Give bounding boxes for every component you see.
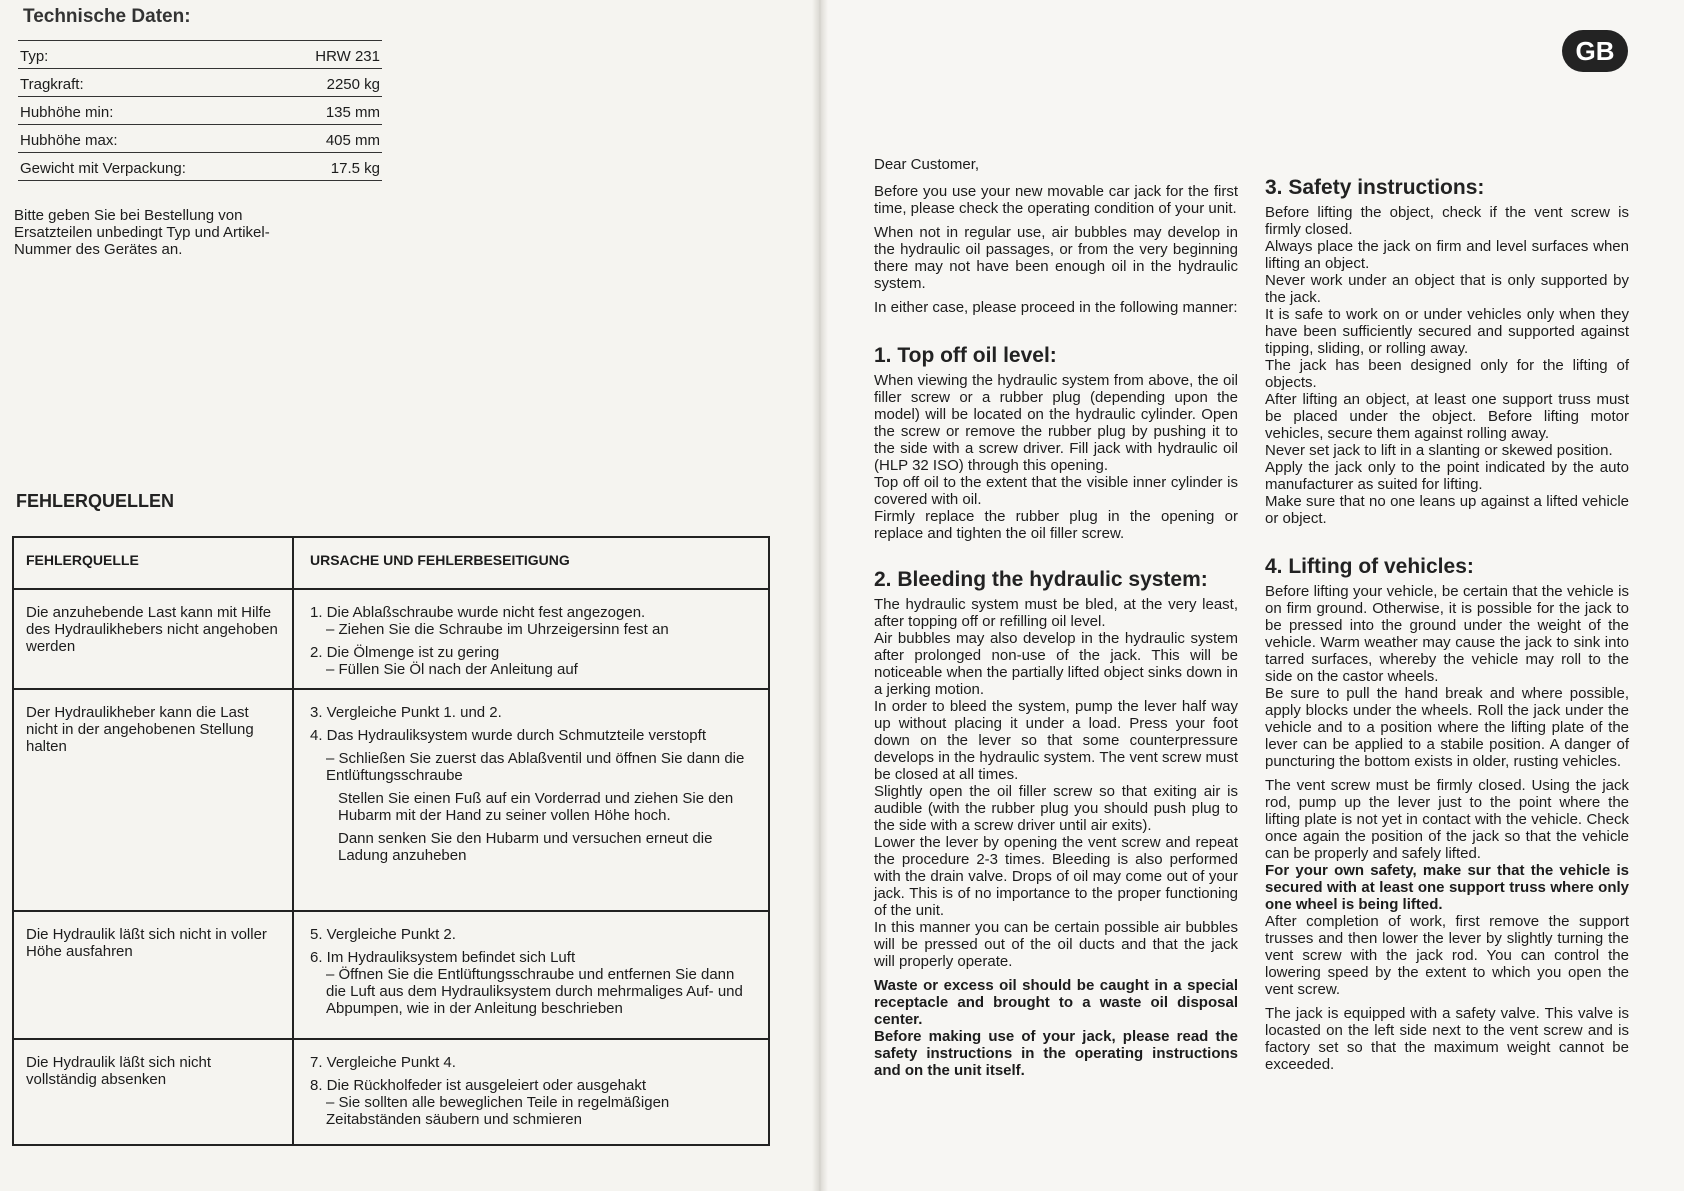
spec-value: 405 mm bbox=[325, 132, 380, 149]
spec-row bbox=[18, 69, 382, 97]
remedy-step: 5. Vergleiche Punkt 2. bbox=[310, 926, 456, 943]
table-row bbox=[14, 690, 768, 912]
spec-label: Tragkraft: bbox=[20, 76, 84, 93]
spec-value: 135 mm bbox=[325, 104, 380, 121]
section-title: 1. Top off oil level: bbox=[874, 344, 1057, 367]
paragraph: The jack is equipped with a safety valve. This valve is locasted on the left side next to the vent screw and is factory set so that the maximum weight cannot be exceeded. bbox=[1265, 1005, 1629, 1073]
spec-value: 2250 kg bbox=[326, 76, 380, 93]
spec-label: Typ: bbox=[20, 48, 49, 65]
paragraph: Top off oil to the extent that the visible inner cylinder is covered with oil. bbox=[874, 474, 1238, 508]
remedy-substep: Stellen Sie einen Fuß auf ein Vorderrad und ziehen Sie den Hubarm mit der Hand zu seiner vollen Höhe hoch. bbox=[338, 790, 734, 824]
paragraph: After lifting an object, at least one support truss must be placed under the object. Before lifting motor vehicles, secure them against rolling away. bbox=[1265, 391, 1629, 442]
paragraph: The vent screw must be firmly closed. Using the jack rod, pump up the lever just to the point where the lifting plate is not yet in contact with the vehicle. Check once again the position of the jack so that the vehicle can be properly and safely lifted. bbox=[1265, 777, 1629, 862]
paragraph: Never work under an object that is only supported by the jack. bbox=[1265, 272, 1629, 306]
paragraph: In either case, please proceed in the following manner: bbox=[874, 299, 1238, 316]
paragraph: In this manner you can be certain possible air bubbles will be pressed out of the oil ducts and that the jack will properly operate. bbox=[874, 919, 1238, 970]
greeting: Dear Customer, bbox=[874, 156, 980, 173]
remedy-substep: – Ziehen Sie die Schraube im Uhrzeigersinn fest an bbox=[326, 621, 669, 638]
paragraph: It is safe to work on or under vehicles only when they have been sufficiently secured and supported against tipping, sliding, or rolling away. bbox=[1265, 306, 1629, 357]
section-title: 3. Safety instructions: bbox=[1265, 176, 1485, 199]
error-source: Der Hydraulikheber kann die Last nicht in der angehobenen Stellung halten bbox=[14, 690, 294, 910]
error-source: Die Hydraulik läßt sich nicht vollständig absenken bbox=[14, 1040, 294, 1144]
bold-notice: Waste or excess oil should be caught in a special receptacle and brought to a waste oil disposal center. bbox=[874, 977, 1238, 1028]
error-remedy bbox=[294, 590, 768, 688]
paragraph: When not in regular use, air bubbles may develop in the hydraulic oil passages, or from the very beginning there may not have been enough oil in the hydraulic system. bbox=[874, 224, 1238, 292]
remedy-substep: – Füllen Sie Öl nach der Anleitung auf bbox=[326, 661, 578, 678]
paragraph: Before lifting the object, check if the vent screw is firmly closed. bbox=[1265, 204, 1629, 238]
spec-row bbox=[18, 97, 382, 125]
paragraph: Make sure that no one leans up against a lifted vehicle or object. bbox=[1265, 493, 1629, 527]
spec-value: 17.5 kg bbox=[330, 160, 380, 177]
remedy-step: 7. Vergleiche Punkt 4. bbox=[310, 1054, 456, 1071]
section-title: 4. Lifting of vehicles: bbox=[1265, 555, 1474, 578]
paragraph: Apply the jack only to the point indicated by the auto manufacturer as suited for lifting. bbox=[1265, 459, 1629, 493]
spec-row bbox=[18, 153, 382, 181]
paragraph: Always place the jack on firm and level surfaces when lifting an object. bbox=[1265, 238, 1629, 272]
header-source: FEHLERQUELLE bbox=[14, 538, 294, 588]
error-remedy bbox=[294, 1040, 768, 1144]
table-row bbox=[14, 912, 768, 1040]
language-badge: GB bbox=[1562, 30, 1628, 72]
remedy-substep: – Öffnen Sie die Entlüftungsschraube und entfernen Sie dann die Luft aus dem Hydrauliksystem durch mehrmaliges Auf- und Abpumpen, wie in der Anleitung beschrieben bbox=[326, 966, 743, 1017]
tech-data-title: Technische Daten: bbox=[23, 6, 191, 27]
page-fold bbox=[812, 0, 828, 1191]
table-row bbox=[14, 590, 768, 690]
spec-row bbox=[18, 125, 382, 153]
paragraph: Before you use your new movable car jack for the first time, please check the operating condition of your unit. bbox=[874, 183, 1238, 217]
paragraph: The hydraulic system must be bled, at the very least, after topping off or refilling oil level. bbox=[874, 596, 1238, 630]
paragraph: Be sure to pull the hand break and where possible, apply blocks under the wheels. Roll the jack under the vehicle and to a position where the lifting plate of the lever can be applied to a stabile position. A danger of puncturing the bottom exists in older, rusting vehicles. bbox=[1265, 685, 1629, 770]
remedy-substep: – Sie sollten alle beweglichen Teile in regelmäßigen Zeitabständen säubern und schmieren bbox=[326, 1094, 670, 1128]
section-title: 2. Bleeding the hydraulic system: bbox=[874, 568, 1208, 591]
bold-notice: Before making use of your jack, please read the safety instructions in the operating instructions and on the unit itself. bbox=[874, 1028, 1238, 1079]
paragraph: Before lifting your vehicle, be certain that the vehicle is on firm ground. Otherwise, it is possible for the jack to be pressed into the ground under the weight of the vehicle. Warm weather may cause the jack to sink into tarred surfaces, whereby the vehicle may roll to the side on the castor wheels. bbox=[1265, 583, 1629, 685]
error-table bbox=[12, 536, 770, 1146]
error-source: Die Hydraulik läßt sich nicht in voller Höhe ausfahren bbox=[14, 912, 294, 1038]
spec-row bbox=[18, 41, 382, 69]
bold-notice: For your own safety, make sur that the vehicle is secured with at least one support truss where only one wheel is being lifted. bbox=[1265, 862, 1629, 913]
spec-label: Gewicht mit Verpackung: bbox=[20, 160, 186, 177]
remedy-step: 3. Vergleiche Punkt 1. und 2. bbox=[310, 704, 502, 721]
error-remedy bbox=[294, 912, 768, 1038]
remedy-step: 2. Die Ölmenge ist zu gering bbox=[310, 644, 500, 661]
table-row bbox=[14, 1040, 768, 1144]
spec-table bbox=[18, 40, 382, 181]
paragraph: Firmly replace the rubber plug in the opening or replace and tighten the oil filler screw. bbox=[874, 508, 1238, 542]
paragraph: Slightly open the oil filler screw so that exiting air is audible (with the rubber plug you should push plug to the side with a screw driver until air exits). bbox=[874, 783, 1238, 834]
column-left bbox=[874, 156, 1238, 1079]
remedy-step: 4. Das Hydrauliksystem wurde durch Schmutzteile verstopft bbox=[310, 727, 706, 744]
remedy-step: 1. Die Ablaßschraube wurde nicht fest angezogen. bbox=[310, 604, 646, 621]
paragraph: Lower the lever by opening the vent screw and repeat the procedure 2-3 times. Bleeding is also performed with the drain valve. Drops of oil may come out of your jack. This is of no importance to the proper functioning of the unit. bbox=[874, 834, 1238, 919]
spec-label: Hubhöhe min: bbox=[20, 104, 114, 121]
spec-label: Hubhöhe max: bbox=[20, 132, 118, 149]
paragraph: The jack has been designed only for the lifting of objects. bbox=[1265, 357, 1629, 391]
error-remedy bbox=[294, 690, 768, 910]
paragraph: After completion of work, first remove the support trusses and then lower the lever by slightly turning the vent screw with the jack rod. You can control the lowering speed by the extent to which you open the vent screw. bbox=[1265, 913, 1629, 998]
paragraph: In order to bleed the system, pump the lever half way up without placing it under a load. Press your foot down on the lever so that some counterpressure develops in the hydraulic system. The vent screw must be closed at all times. bbox=[874, 698, 1238, 783]
remedy-step: 8. Die Rückholfeder ist ausgeleiert oder ausgehakt bbox=[310, 1077, 647, 1094]
paragraph: Never set jack to lift in a slanting or skewed position. bbox=[1265, 442, 1613, 459]
column-right bbox=[1265, 176, 1629, 1073]
header-cause: URSACHE UND FEHLERBESEITIGUNG bbox=[310, 551, 570, 568]
spec-value: HRW 231 bbox=[315, 48, 380, 65]
paragraph: When viewing the hydraulic system from above, the oil filler screw or a rubber plug (depending upon the model) will be located on the hydraulic cylinder. Open the screw or remove the rubber plug by pushing it to the side with a screw driver. Fill jack with hydraulic oil (HLP 32 ISO) through this opening. bbox=[874, 372, 1238, 474]
remedy-substep: – Schließen Sie zuerst das Ablaßventil und öffnen Sie dann die Entlüftungsschraube bbox=[326, 750, 745, 784]
errors-title: FEHLERQUELLEN bbox=[16, 491, 175, 511]
remedy-substep: Dann senken Sie den Hubarm und versuchen erneut die Ladung anzuheben bbox=[338, 830, 713, 864]
order-note: Bitte geben Sie bei Bestellung von Ersatzteilen unbedingt Typ und Artikel-Nummer des Gerätes an. bbox=[14, 207, 270, 258]
remedy-step: 6. Im Hydrauliksystem befindet sich Luft bbox=[310, 949, 576, 966]
error-table-header bbox=[14, 538, 768, 590]
error-source: Die anzuhebende Last kann mit Hilfe des Hydraulikhebers nicht angehoben werden bbox=[14, 590, 294, 688]
paragraph: Air bubbles may also develop in the hydraulic system after prolonged non-use of the jack. This will be noticeable when the partially lifted object sinks down in a jerking motion. bbox=[874, 630, 1238, 698]
